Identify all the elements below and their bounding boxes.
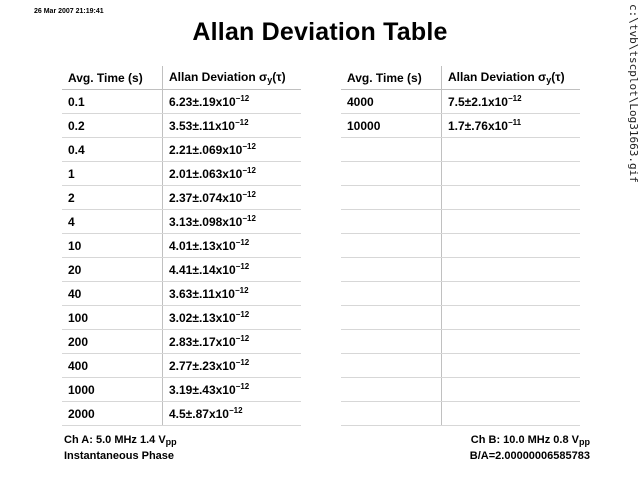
avg-time-cell: 20 [62,258,163,282]
table-row [62,282,301,306]
avg-time-cell [341,258,442,282]
allan-deviation-cell: $2.83\pm.17x10^{-12}$ [163,330,302,354]
avg-time-cell [341,354,442,378]
channel-b-settings: Ch B: 10.0 MHz 0.8 $V_{pp}$ [470,434,590,447]
avg-time-cell [341,402,442,426]
table-row [341,258,580,282]
page-title: Allan Deviation Table [192,18,448,46]
footer-channel-b [470,433,590,463]
avg-time-cell: 0.2 [62,114,163,138]
avg-time-cell [341,306,442,330]
avg-time-cell [341,210,442,234]
avg-time-cell: 4 [62,210,163,234]
avg-time-cell: 10 [62,234,163,258]
table-row [341,402,580,426]
table-row [62,378,301,402]
avg-time-cell: 1000 [62,378,163,402]
sigma-subscript: y [546,75,552,85]
allan-deviation-cell [442,402,581,426]
table-row [62,210,301,234]
tau-expression: (τ) [272,70,286,84]
avg-time-cell: 0.1 [62,90,163,114]
col-header-allan-deviation: Allan Deviation $\sigma_y(\tau)$ [442,66,581,90]
table-header-row [62,66,301,90]
table-row [341,306,580,330]
allan-deviation-cell: $1.7\pm.76x10^{-11}$ [442,114,581,138]
sigma-subscript: y [267,75,273,85]
avg-time-cell: 0.4 [62,138,163,162]
table-row [62,354,301,378]
allan-deviation-cell: $3.02\pm.13x10^{-12}$ [163,306,302,330]
allan-deviation-cell [442,282,581,306]
avg-time-cell: 2000 [62,402,163,426]
allan-deviation-table-left [62,66,301,426]
avg-time-cell [341,282,442,306]
allan-deviation-cell: $4.01\pm.13x10^{-12}$ [163,234,302,258]
allan-deviation-cell: $6.23\pm.19x10^{-12}$ [163,90,302,114]
table-row [62,306,301,330]
avg-time-cell: 400 [62,354,163,378]
table-row [62,114,301,138]
allan-deviation-cell [442,186,581,210]
allan-deviation-cell [442,306,581,330]
allan-deviation-cell: $4.5\pm.87x10^{-12}$ [163,402,302,426]
table-row [62,402,301,426]
table-row [341,378,580,402]
allan-deviation-cell: $7.5\pm 2.1x10^{-12}$ [442,90,581,114]
table-row [62,330,301,354]
avg-time-cell [341,378,442,402]
allan-deviation-cell [442,258,581,282]
table-row [341,282,580,306]
table-header-row [341,66,580,90]
avg-time-cell: 200 [62,330,163,354]
channel-a-settings: Ch A: 5.0 MHz 1.4 $V_{pp}$ [64,434,177,447]
avg-time-cell: 4000 [341,90,442,114]
table-row [341,210,580,234]
table-row [62,162,301,186]
tau-expression: (τ) [551,70,565,84]
allan-deviation-cell: $2.01\pm.063x10^{-12}$ [163,162,302,186]
avg-time-cell [341,162,442,186]
table-row [341,90,580,114]
col-header-allan-deviation: Allan Deviation $\sigma_y(\tau)$ [163,66,302,90]
avg-time-cell: 2 [62,186,163,210]
timestamp: 26 Mar 2007 21:19:41 [34,8,104,15]
allan-deviation-cell: $3.19\pm.43x10^{-12}$ [163,378,302,402]
allan-deviation-cell [442,234,581,258]
measurement-mode: Instantaneous Phase [64,450,175,462]
table-row [62,234,301,258]
file-path-label: c:\tvb\tscplot\Log31663.gif [627,4,640,183]
allan-deviation-cell: $2.21\pm.069x10^{-12}$ [163,138,302,162]
avg-time-cell: 1 [62,162,163,186]
allan-deviation-cell: $2.37\pm.074x10^{-12}$ [163,186,302,210]
table-row [62,138,301,162]
allan-deviation-cell: $3.13\pm.098x10^{-12}$ [163,210,302,234]
allan-deviation-cell [442,162,581,186]
frequency-ratio: B/A=2.00000006585783 [469,450,590,462]
avg-time-cell [341,186,442,210]
table-row [341,354,580,378]
table-row [341,162,580,186]
col-header-avg-time: Avg. Time (s) [62,66,163,90]
table-row [62,186,301,210]
table-row [341,114,580,138]
allan-deviation-cell [442,330,581,354]
allan-deviation-table-right [341,66,580,426]
allan-deviation-cell [442,378,581,402]
allan-deviation-cell: $2.77\pm.23x10^{-12}$ [163,354,302,378]
sigma-symbol: σ [538,70,547,84]
avg-time-cell: 40 [62,282,163,306]
table-row [62,90,301,114]
avg-time-cell: 10000 [341,114,442,138]
table-row [341,138,580,162]
allan-deviation-cell [442,138,581,162]
avg-time-cell [341,138,442,162]
col-header-avg-time: Avg. Time (s) [341,66,442,90]
sigma-symbol: σ [259,70,268,84]
table-row [62,258,301,282]
table-row [341,330,580,354]
avg-time-cell [341,330,442,354]
table-row [341,186,580,210]
avg-time-cell [341,234,442,258]
allan-deviation-cell: $3.53\pm.11x10^{-12}$ [163,114,302,138]
allan-deviation-cell: $3.63\pm.11x10^{-12}$ [163,282,302,306]
allan-deviation-cell [442,210,581,234]
avg-time-cell: 100 [62,306,163,330]
table-row [341,234,580,258]
allan-deviation-cell [442,354,581,378]
footer-channel-a [64,433,177,463]
allan-deviation-cell: $4.41\pm.14x10^{-12}$ [163,258,302,282]
